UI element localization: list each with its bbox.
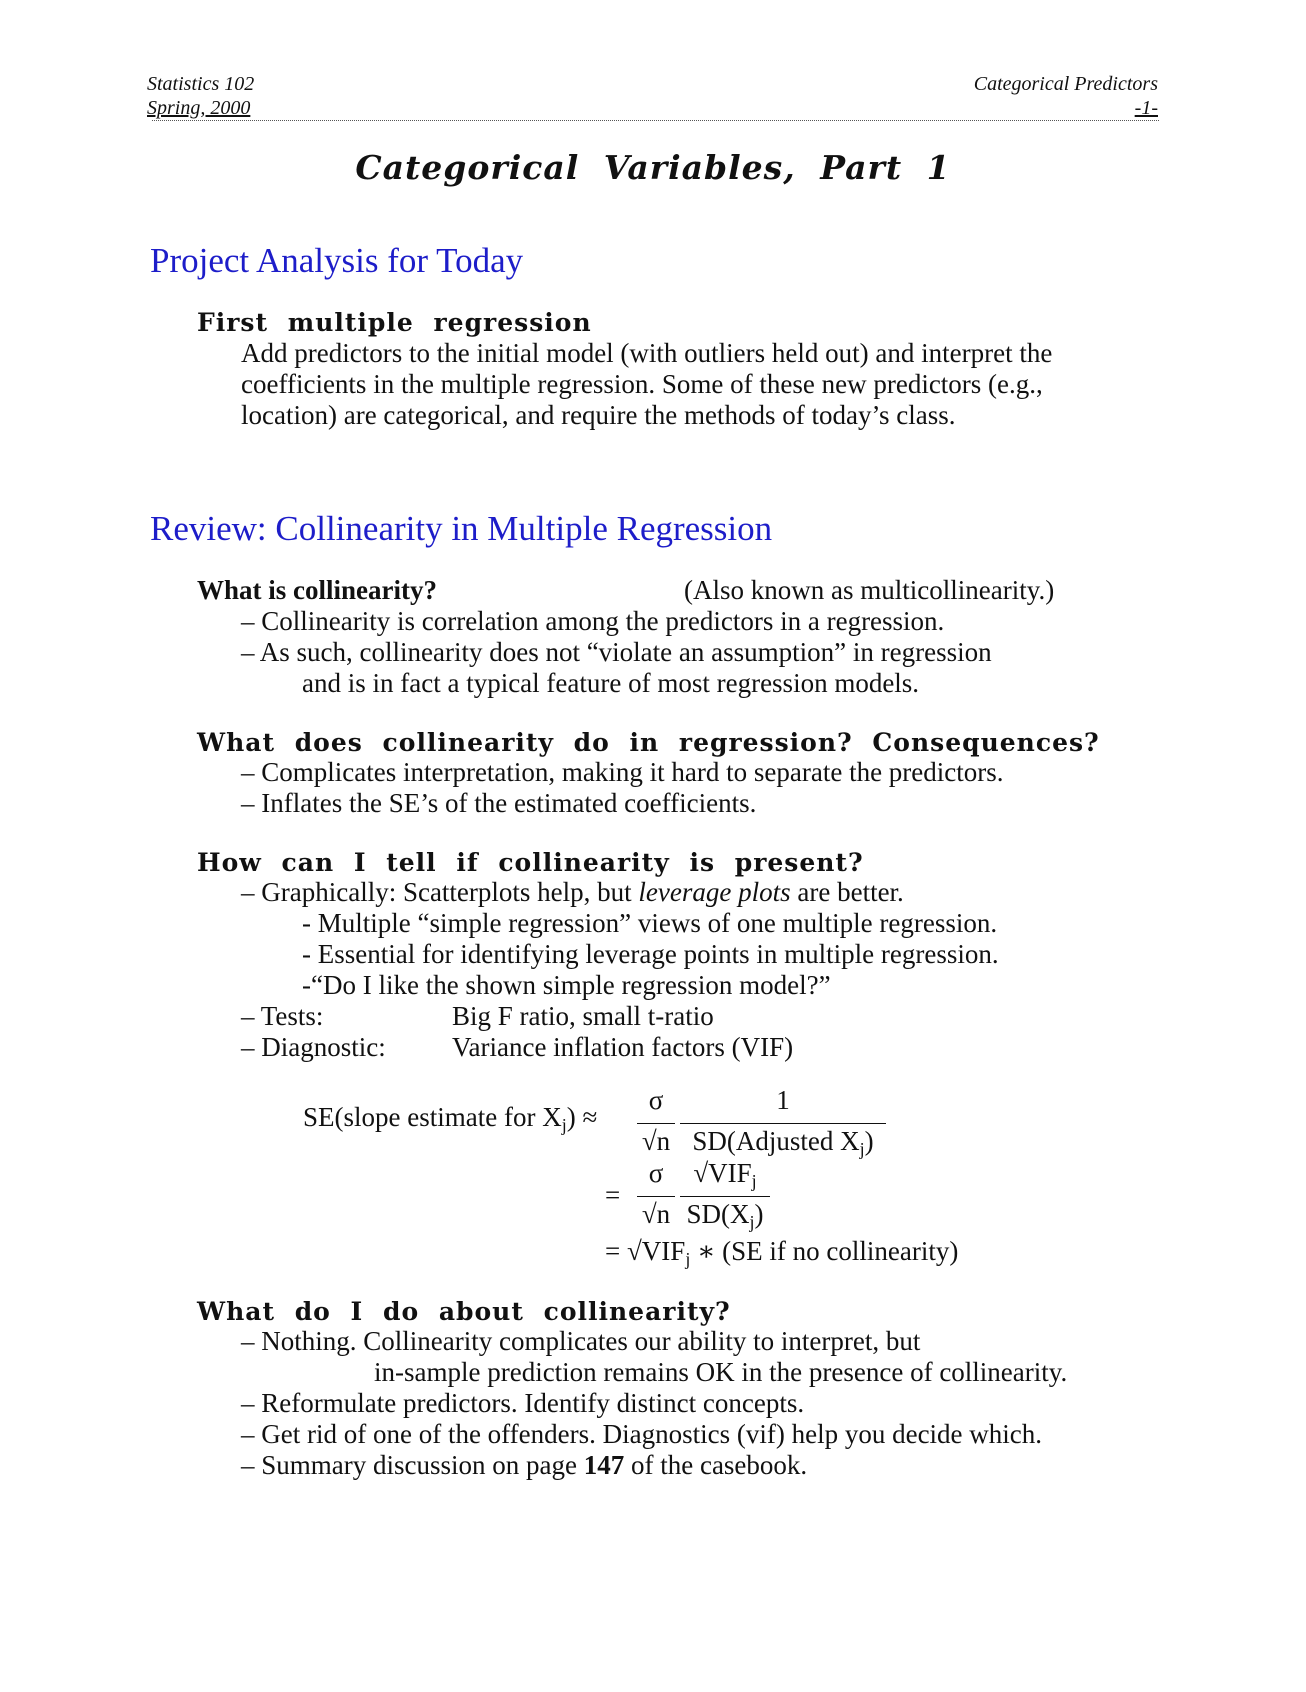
formula-sqrt-vif: $√VIF_j$ bbox=[693, 1158, 757, 1191]
fraction-bar bbox=[680, 1123, 886, 1124]
bullet-line: – Reformulate predictors. Identify distinct concepts. bbox=[241, 1388, 805, 1418]
bullet-summary: – Summary discussion on page 147 of the casebook. bbox=[241, 1450, 808, 1480]
formula-sd-x: $SD(X_j)$ bbox=[686, 1199, 764, 1232]
bullet-line: – As such, collinearity does not “violate an assumption” in regression bbox=[241, 637, 992, 667]
diagnostic-value: Variance inflation factors (VIF) bbox=[452, 1032, 794, 1062]
formula-lhs: SE(slope estimate for $X_j$) ≈ bbox=[303, 1102, 598, 1135]
bullet-line-continued: in-sample prediction remains OK in the presence of collinearity. bbox=[374, 1357, 1068, 1387]
bullet-line: – Nothing. Collinearity complicates our ability to interpret, but bbox=[241, 1326, 921, 1356]
formula-equals: = bbox=[605, 1180, 621, 1210]
question-how-to-tell: How can I tell if collinearity is present? bbox=[197, 848, 864, 877]
fraction-bar bbox=[637, 1196, 675, 1197]
tests-label: – Tests: bbox=[241, 1001, 324, 1031]
leverage-plots-emphasis: leverage plots bbox=[638, 877, 791, 907]
header-page-number: -1- bbox=[1134, 97, 1158, 119]
bullet-line-continued: and is in fact a typical feature of most regression models. bbox=[302, 668, 920, 698]
sub-bullet-line: - Multiple “simple regression” views of one multiple regression. bbox=[302, 908, 998, 938]
section-heading-review: Review: Collinearity in Multiple Regression bbox=[150, 509, 773, 548]
header-topic: Categorical Predictors bbox=[973, 73, 1158, 95]
sub-bullet-line: -“Do I like the shown simple regression model?” bbox=[302, 970, 831, 1000]
bullet-line: – Get rid of one of the offenders. Diagnostics (vif) help you decide which. bbox=[241, 1419, 1043, 1449]
formula-one: 1 bbox=[776, 1085, 790, 1115]
fraction-bar bbox=[637, 1123, 675, 1124]
formula-sd-adjusted: SD(Adjusted $X_j$) bbox=[692, 1126, 874, 1159]
header-course: Statistics 102 bbox=[147, 73, 255, 95]
fraction-bar bbox=[680, 1196, 770, 1197]
bullet-graphically: – Graphically: Scatterplots help, but leverage plots are better. bbox=[241, 877, 904, 907]
tests-value: Big F ratio, small t-ratio bbox=[452, 1001, 714, 1031]
diagnostic-label: – Diagnostic: bbox=[241, 1032, 386, 1062]
header-term: Spring, 2000 bbox=[147, 97, 251, 119]
bullet-line: – Collinearity is correlation among the predictors in a regression. bbox=[241, 606, 945, 636]
aside-multicollinearity: (Also known as multicollinearity.) bbox=[684, 575, 1055, 605]
bullet-line: – Complicates interpretation, making it hard to separate the predictors. bbox=[241, 757, 1004, 787]
formula-sigma: σ bbox=[648, 1158, 664, 1188]
bullet-line: – Inflates the SE’s of the estimated coefficients. bbox=[241, 788, 757, 818]
question-what-to-do: What do I do about collinearity? bbox=[197, 1297, 731, 1326]
page-number-emphasis: 147 bbox=[583, 1450, 625, 1480]
formula-sqrt-n: √n bbox=[641, 1199, 671, 1229]
subheading-first-regression: First multiple regression bbox=[197, 308, 592, 337]
paragraph-line: location) are categorical, and require the methods of today’s class. bbox=[241, 400, 956, 430]
question-what-is-collinearity: What is collinearity? bbox=[197, 575, 437, 605]
sub-bullet-line: - Essential for identifying leverage points in multiple regression. bbox=[302, 939, 999, 969]
formula-sqrt-n: √n bbox=[641, 1126, 671, 1156]
section-heading-project: Project Analysis for Today bbox=[150, 241, 524, 280]
formula-sigma: σ bbox=[648, 1085, 664, 1115]
formula-line-three: = $√VIF_j$ ∗ (SE if no collinearity) bbox=[605, 1236, 959, 1269]
paragraph-line: Add predictors to the initial model (with outliers held out) and interpret the bbox=[241, 338, 1053, 368]
page-title: Categorical Variables, Part 1 bbox=[355, 148, 951, 187]
paragraph-line: coefficients in the multiple regression. Some of these new predictors (e.g., bbox=[241, 369, 1043, 399]
question-what-does-collinearity-do: What does collinearity do in regression? Consequences? bbox=[197, 728, 1100, 757]
header-dotted-rule bbox=[152, 120, 1159, 121]
